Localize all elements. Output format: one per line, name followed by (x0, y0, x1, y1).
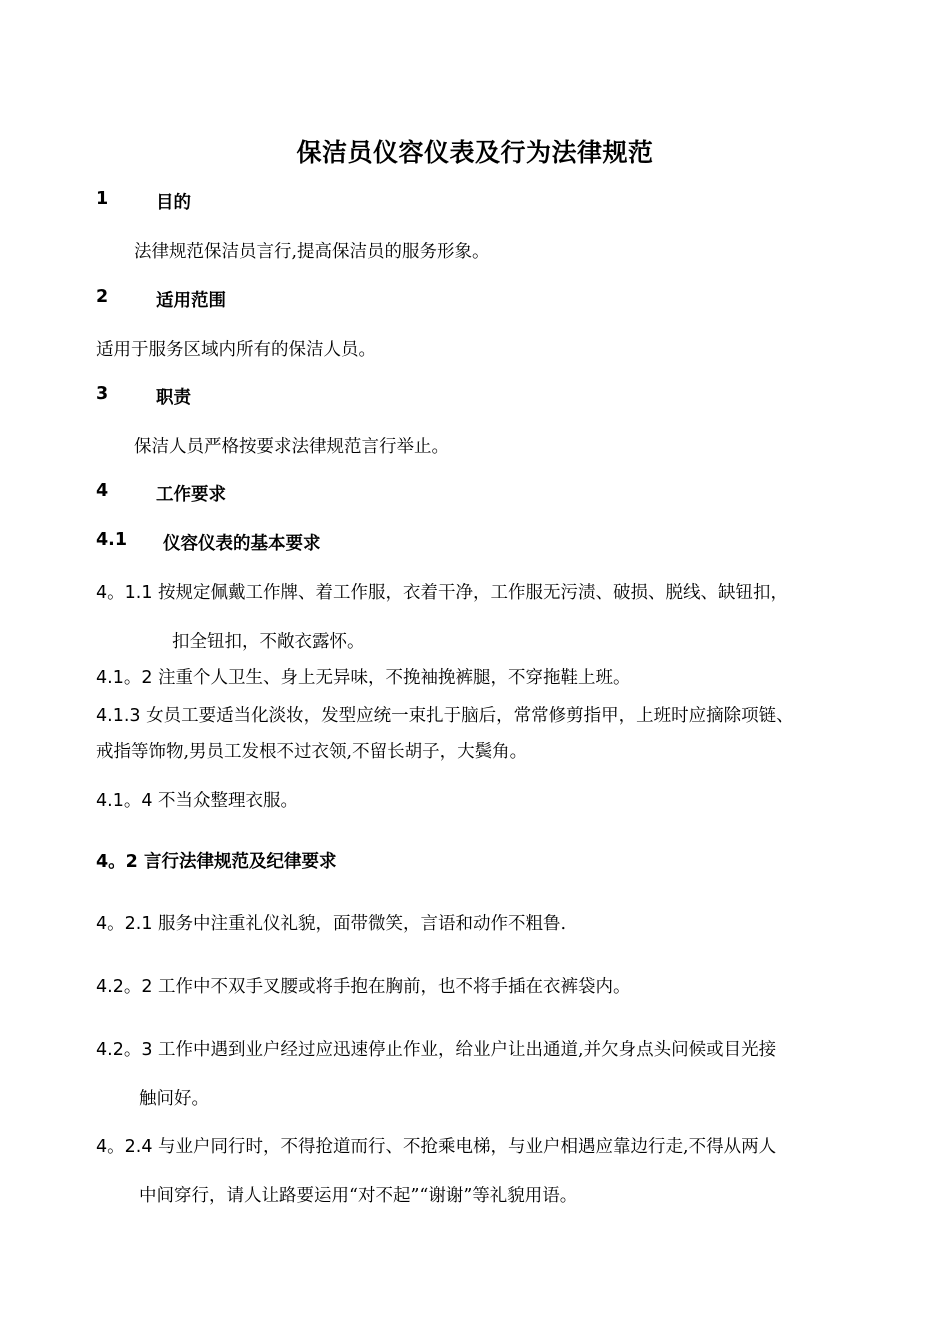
section-3-text: 保洁人员严格按要求法律规范言行举止。 (134, 437, 449, 457)
item-number: 4.1.3 (96, 706, 141, 726)
item-text: 工作中不双手叉腰或将手抱在胸前，也不将手插在衣裤袋内。 (158, 977, 631, 997)
item-4-1-2 (96, 664, 631, 689)
section-number: 3 (96, 384, 109, 404)
item-text: 与业户同行时，不得抢道而行、不抢乘电梯，与业户相遇应靠边行走,不得从两人 (158, 1137, 777, 1157)
item-number: 4。2.4 (96, 1137, 153, 1157)
subsection-4-2-heading (96, 848, 336, 873)
section-title: 适用范围 (156, 291, 226, 311)
item-text: 服务中注重礼仪礼貌，面带微笑，言语和动作不粗鲁. (158, 914, 567, 934)
item-text: 注重个人卫生、身上无异味，不挽袖挽裤腿，不穿拖鞋上班。 (158, 668, 631, 688)
item-4-2-1 (96, 910, 566, 935)
section-title: 目的 (156, 193, 191, 213)
item-4-2-3-continued: 触问好。 (139, 1089, 209, 1109)
item-4-1-3-continued: 戒指等饰物,男员工发根不过衣领,不留长胡子，大鬓角。 (96, 742, 528, 762)
section-2-text: 适用于服务区域内所有的保洁人员。 (96, 340, 376, 360)
section-title: 工作要求 (156, 485, 226, 505)
item-number: 4。2.1 (96, 914, 153, 934)
item-4-2-4 (96, 1133, 776, 1158)
subsection-number: 4.1 (96, 530, 128, 550)
section-number: 4 (96, 481, 109, 501)
item-4-2-4-continued: 中间穿行，请人让路要运用“对不起”“谢谢”等礼貌用语。 (139, 1186, 578, 1206)
section-1-text: 法律规范保洁员言行,提高保洁员的服务形象。 (134, 242, 490, 262)
item-4-2-2 (96, 973, 631, 998)
item-text: 按规定佩戴工作牌、着工作服，衣着干净，工作服无污渍、破损、脱线、缺钮扣， (158, 583, 789, 603)
item-4-1-3 (96, 702, 794, 727)
item-4-2-3 (96, 1036, 776, 1061)
subsection-title: 仪容仪表的基本要求 (163, 534, 321, 554)
subsection-number: 4。2 (96, 852, 138, 872)
item-number: 4.1。2 (96, 668, 153, 688)
section-number: 2 (96, 287, 109, 307)
section-title: 职责 (156, 388, 191, 408)
item-text: 女员工要适当化淡妆，发型应统一束扎于脑后，常常修剪指甲，上班时应摘除项链、 (146, 706, 794, 726)
section-number: 1 (96, 189, 109, 209)
item-number: 4.2。3 (96, 1040, 153, 1060)
item-text: 工作中遇到业户经过应迅速停止作业，给业户让出通道,并欠身点头问候或目光接 (158, 1040, 777, 1060)
item-number: 4.2。2 (96, 977, 153, 997)
subsection-title: 言行法律规范及纪律要求 (143, 852, 337, 872)
item-4-1-1 (96, 579, 788, 604)
item-number: 4。1.1 (96, 583, 153, 603)
document-title: 保洁员仪容仪表及行为法律规范 (296, 138, 654, 167)
item-4-1-1-continued: 扣全钮扣，不敞衣露怀。 (172, 632, 365, 652)
item-number: 4.1。4 (96, 791, 153, 811)
item-4-1-4 (96, 787, 298, 812)
item-text: 不当众整理衣服。 (158, 791, 299, 811)
